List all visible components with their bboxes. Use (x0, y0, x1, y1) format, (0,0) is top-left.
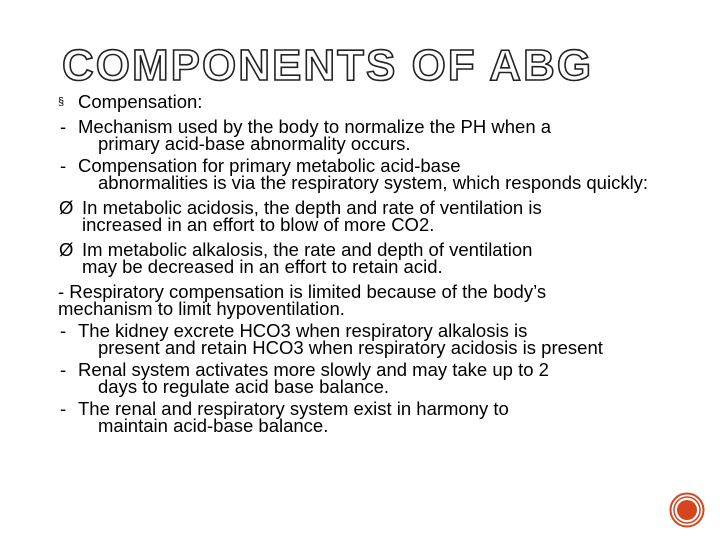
list-item-line: The renal and respiratory system exist in harmony to (78, 398, 509, 419)
dash-bullet-icon: - (60, 359, 67, 380)
dash-bullet-icon: - (60, 116, 67, 137)
list-item-continuation: days to regulate acid base balance. (98, 376, 390, 397)
list-item (58, 199, 668, 233)
list-item (58, 118, 668, 152)
list-item-line: In metabolic acidosis, the depth and rate of ventilation is (82, 197, 542, 218)
list-item-line: - Respiratory compensation is limited because of the body’s (58, 281, 547, 302)
dash-bullet-icon: - (60, 155, 67, 176)
list-item-continuation: present and retain HCO3 when respiratory acidosis is present (98, 337, 603, 358)
list-item-continuation: increased in an effort to blow of more CO2. (82, 214, 435, 235)
list-item-line: Im metabolic alkalosis, the rate and depth of ventilation (82, 239, 533, 260)
list-item (58, 241, 668, 275)
list-item-continuation: mechanism to limit hypoventilation. (58, 298, 345, 319)
list-item-line: Compensation for primary metabolic acid-base (78, 155, 461, 176)
list-item (58, 157, 668, 191)
section-heading (58, 93, 668, 110)
list-item-line: Renal system activates more slowly and may take up to 2 (78, 359, 549, 380)
arrow-bullet-icon: Ø (59, 239, 74, 260)
section-heading-text: Compensation: (78, 91, 203, 112)
dash-bullet-icon: - (60, 320, 67, 341)
square-bullet-icon: § (58, 96, 65, 108)
slide-title: COMPONENTS OF ABG (62, 41, 594, 90)
list-item (58, 322, 668, 356)
list-item (58, 400, 668, 434)
concentric-circle-logo-icon (669, 492, 705, 528)
arrow-bullet-icon: Ø (59, 197, 74, 218)
list-item (58, 283, 668, 317)
list-item-continuation: abnormalities is via the respiratory system, which responds quickly: (98, 172, 649, 193)
list-item-line: Mechanism used by the body to normalize the PH when a (78, 116, 552, 137)
list-item-line: The kidney excrete HCO3 when respiratory alkalosis is (78, 320, 528, 341)
slide-body (58, 93, 668, 434)
dash-bullet-icon: - (60, 398, 67, 419)
list-item-continuation: maintain acid-base balance. (98, 415, 329, 436)
list-item (58, 361, 668, 395)
list-item-continuation: may be decreased in an effort to retain acid. (82, 256, 443, 277)
list-item-continuation: primary acid-base abnormality occurs. (98, 133, 411, 154)
